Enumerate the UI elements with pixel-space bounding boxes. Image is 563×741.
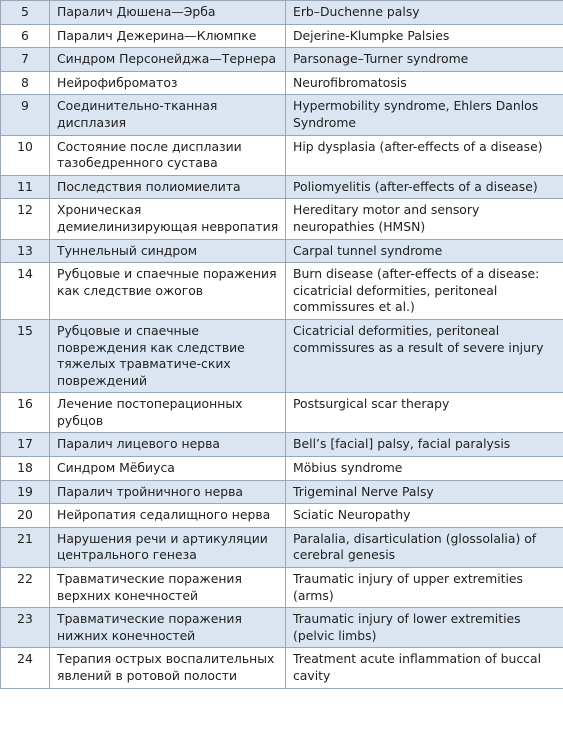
- english-term: Traumatic injury of upper extremities (arms): [286, 568, 563, 608]
- table-row: [1, 648, 563, 688]
- table-row: [1, 433, 563, 457]
- russian-term: Туннельный синдром: [50, 239, 286, 263]
- english-term: Hip dysplasia (after-effects of a disease): [286, 135, 563, 175]
- table-row: [1, 48, 563, 72]
- row-number: 16: [1, 393, 50, 433]
- english-term: Neurofibromatosis: [286, 71, 563, 95]
- table-row: [1, 608, 563, 648]
- row-number: 11: [1, 175, 50, 199]
- english-term: Treatment acute inflammation of buccal cavity: [286, 648, 563, 688]
- row-number: 18: [1, 457, 50, 481]
- russian-term: Травматические поражения нижних конечностей: [50, 608, 286, 648]
- english-term: Poliomyelitis (after-effects of a disease): [286, 175, 563, 199]
- row-number: 12: [1, 199, 50, 239]
- russian-term: Хроническая демиелинизирующая невропатия: [50, 199, 286, 239]
- table-row: [1, 24, 563, 48]
- row-number: 10: [1, 135, 50, 175]
- russian-term: Синдром Мёбиуса: [50, 457, 286, 481]
- russian-term: Лечение постоперационных рубцов: [50, 393, 286, 433]
- english-term: Traumatic injury of lower extremities (pelvic limbs): [286, 608, 563, 648]
- english-term: Sciatic Neuropathy: [286, 504, 563, 528]
- russian-term: Терапия острых воспалительных явлений в ротовой полости: [50, 648, 286, 688]
- english-term: Hypermobility syndrome, Ehlers Danlos Syndrome: [286, 95, 563, 135]
- table-row: [1, 263, 563, 320]
- russian-term: Синдром Персонейджа—Тернера: [50, 48, 286, 72]
- russian-term: Нарушения речи и артикуляции центрального генеза: [50, 527, 286, 567]
- russian-term: Нейрофиброматоз: [50, 71, 286, 95]
- table-row: [1, 527, 563, 567]
- table-row: [1, 199, 563, 239]
- russian-term: Нейропатия седалищного нерва: [50, 504, 286, 528]
- table-row: [1, 175, 563, 199]
- english-term: Burn disease (after-effects of a disease: cicatricial deformities, peritoneal commissures et al.): [286, 263, 563, 320]
- russian-term: Рубцовые и спаечные поражения как следствие ожогов: [50, 263, 286, 320]
- row-number: 22: [1, 568, 50, 608]
- english-term: Trigeminal Nerve Palsy: [286, 480, 563, 504]
- russian-term: Соединительно-тканная дисплазия: [50, 95, 286, 135]
- russian-term: Травматические поражения верхних конечностей: [50, 568, 286, 608]
- row-number: 17: [1, 433, 50, 457]
- table-row: [1, 239, 563, 263]
- table-row: [1, 568, 563, 608]
- russian-term: Паралич Дежерина—Клюмпке: [50, 24, 286, 48]
- english-term: Paralalia, disarticulation (glossolalia) of cerebral genesis: [286, 527, 563, 567]
- row-number: 24: [1, 648, 50, 688]
- english-term: Hereditary motor and sensory neuropathies (HMSN): [286, 199, 563, 239]
- russian-term: Рубцовые и спаечные повреждения как следствие тяжелых травматиче-ских повреждений: [50, 319, 286, 392]
- table-row: [1, 504, 563, 528]
- russian-term: Паралич Дюшена—Эрба: [50, 1, 286, 25]
- row-number: 15: [1, 319, 50, 392]
- row-number: 8: [1, 71, 50, 95]
- row-number: 6: [1, 24, 50, 48]
- table-row: [1, 457, 563, 481]
- row-number: 20: [1, 504, 50, 528]
- russian-term: Паралич лицевого нерва: [50, 433, 286, 457]
- row-number: 14: [1, 263, 50, 320]
- table-row: [1, 95, 563, 135]
- table-row: [1, 1, 563, 25]
- english-term: Möbius syndrome: [286, 457, 563, 481]
- row-number: 19: [1, 480, 50, 504]
- english-term: Bell’s [facial] palsy, facial paralysis: [286, 433, 563, 457]
- english-term: Dejerine-Klumpke Palsies: [286, 24, 563, 48]
- row-number: 9: [1, 95, 50, 135]
- russian-term: Состояние после дисплазии тазобедренного сустава: [50, 135, 286, 175]
- russian-term: Паралич тройничного нерва: [50, 480, 286, 504]
- table-row: [1, 71, 563, 95]
- table-body: [1, 1, 563, 689]
- row-number: 13: [1, 239, 50, 263]
- english-term: Parsonage–Turner syndrome: [286, 48, 563, 72]
- english-term: Cicatricial deformities, peritoneal commissures as a result of severe injury: [286, 319, 563, 392]
- row-number: 5: [1, 1, 50, 25]
- table-row: [1, 135, 563, 175]
- english-term: Erb–Duchenne palsy: [286, 1, 563, 25]
- table-row: [1, 480, 563, 504]
- row-number: 23: [1, 608, 50, 648]
- english-term: Carpal tunnel syndrome: [286, 239, 563, 263]
- table-row: [1, 393, 563, 433]
- row-number: 7: [1, 48, 50, 72]
- table-row: [1, 319, 563, 392]
- russian-term: Последствия полиомиелита: [50, 175, 286, 199]
- english-term: Postsurgical scar therapy: [286, 393, 563, 433]
- row-number: 21: [1, 527, 50, 567]
